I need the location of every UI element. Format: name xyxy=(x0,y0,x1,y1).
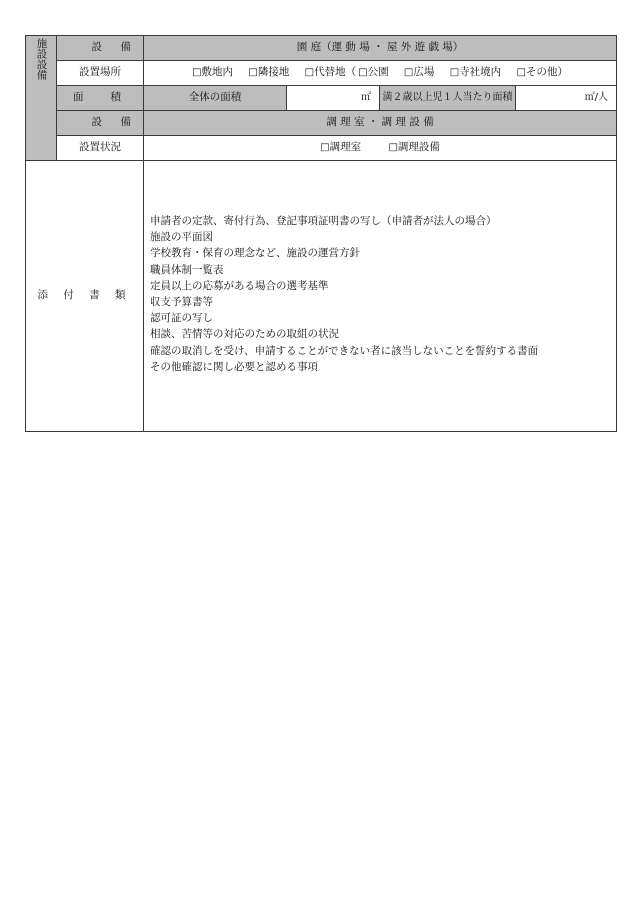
checkbox-plaza[interactable]: □ xyxy=(403,67,414,79)
total-area-unit: ㎡ xyxy=(361,92,371,104)
attachments-label: 添 付 書 類 xyxy=(37,289,132,302)
option-shrine[interactable] xyxy=(450,66,501,78)
checkbox-alternative[interactable]: □ xyxy=(304,67,315,79)
option-kitchen-room-label: 調理室 xyxy=(329,141,362,154)
playground-heading: 園 庭（運 動 場 ・ 屋 外 遊 戯 場） xyxy=(144,36,617,61)
attachment-item: 認可証の写し xyxy=(150,312,213,325)
option-plaza-label: 広場 xyxy=(413,66,435,79)
kitchen-equipment-label: 設 備 xyxy=(57,111,144,136)
facility-section-cell xyxy=(26,36,57,161)
attachment-item: 相談、苦情等の対応のための取組の状況 xyxy=(150,328,339,341)
attachment-item: その他確認に関し必要と認める事項 xyxy=(150,360,318,373)
option-other[interactable] xyxy=(517,66,568,78)
area-label: 面 積 xyxy=(57,86,144,111)
location-options xyxy=(144,61,617,86)
attachments-list-cell xyxy=(144,161,617,432)
facility-row-kitchen xyxy=(26,111,617,136)
option-kitchen-equipment[interactable] xyxy=(388,141,439,153)
attachment-item: 学校教育・保育の理念など、施設の運営方針 xyxy=(150,247,360,260)
checkbox-other[interactable]: □ xyxy=(516,67,526,79)
per-child-area-unit: ㎡/人 xyxy=(584,92,609,104)
checkbox-adjacent[interactable]: □ xyxy=(248,67,258,79)
location-label: 設置場所 xyxy=(57,61,144,86)
option-alternative-label: 代替地（ xyxy=(314,66,357,79)
option-adjacent-label: 隣接地 xyxy=(257,66,290,79)
option-on-site-label: 敷地内 xyxy=(201,66,234,79)
kitchen-heading: 調 理 室 ・ 調 理 設 備 xyxy=(144,111,617,136)
option-kitchen-equipment-label: 調理設備 xyxy=(397,141,440,154)
installation-label: 設置状況 xyxy=(57,136,144,161)
facility-section-label: 施設設備 xyxy=(35,38,48,80)
total-area-input[interactable] xyxy=(287,86,380,111)
attachments-label-cell xyxy=(26,161,144,432)
attachment-item: 定員以上の応募がある場合の選考基準 xyxy=(150,279,329,292)
facility-row-equipment xyxy=(26,36,617,61)
attachment-item: 確認の取消しを受け、申請することができない者に該当しないことを誓約する書面 xyxy=(150,344,539,357)
attachments-list xyxy=(144,161,616,431)
checkbox-on-site[interactable]: □ xyxy=(192,67,202,79)
option-plaza[interactable] xyxy=(404,66,434,78)
option-kitchen-room[interactable] xyxy=(320,141,361,153)
facility-row-area xyxy=(26,86,617,111)
option-on-site[interactable] xyxy=(192,66,233,78)
checkbox-shrine[interactable]: □ xyxy=(449,67,460,79)
attachment-item: 申請者の定款、寄付行為、登記事項証明書の写し（申請者が法人の場合） xyxy=(150,215,497,227)
attachment-item: 職員体制一覧表 xyxy=(150,263,224,276)
per-child-area-label: 満２歳以上児１人当たり面積 xyxy=(380,86,516,111)
option-other-label: その他） xyxy=(525,66,568,79)
facility-row-installation xyxy=(26,136,617,161)
option-park-label: 公園 xyxy=(367,66,389,79)
option-adjacent[interactable] xyxy=(248,66,289,78)
attachment-item: 収支予算書等 xyxy=(150,296,213,309)
option-park[interactable] xyxy=(358,66,388,78)
per-child-area-input[interactable] xyxy=(516,86,617,111)
application-form-table xyxy=(25,35,617,432)
installation-options xyxy=(144,136,617,161)
attachments-row xyxy=(26,161,617,432)
facility-row-location xyxy=(26,61,617,86)
checkbox-kitchen-room[interactable]: □ xyxy=(320,142,330,154)
attachment-item: 施設の平面図 xyxy=(150,231,213,244)
option-alternative[interactable] xyxy=(305,66,356,78)
option-shrine-label: 寺社境内 xyxy=(459,66,502,79)
checkbox-kitchen-equipment[interactable]: □ xyxy=(388,142,398,154)
equipment-label: 設 備 xyxy=(57,36,144,61)
total-area-label: 全体の面積 xyxy=(144,86,287,111)
checkbox-park[interactable]: □ xyxy=(358,67,368,79)
